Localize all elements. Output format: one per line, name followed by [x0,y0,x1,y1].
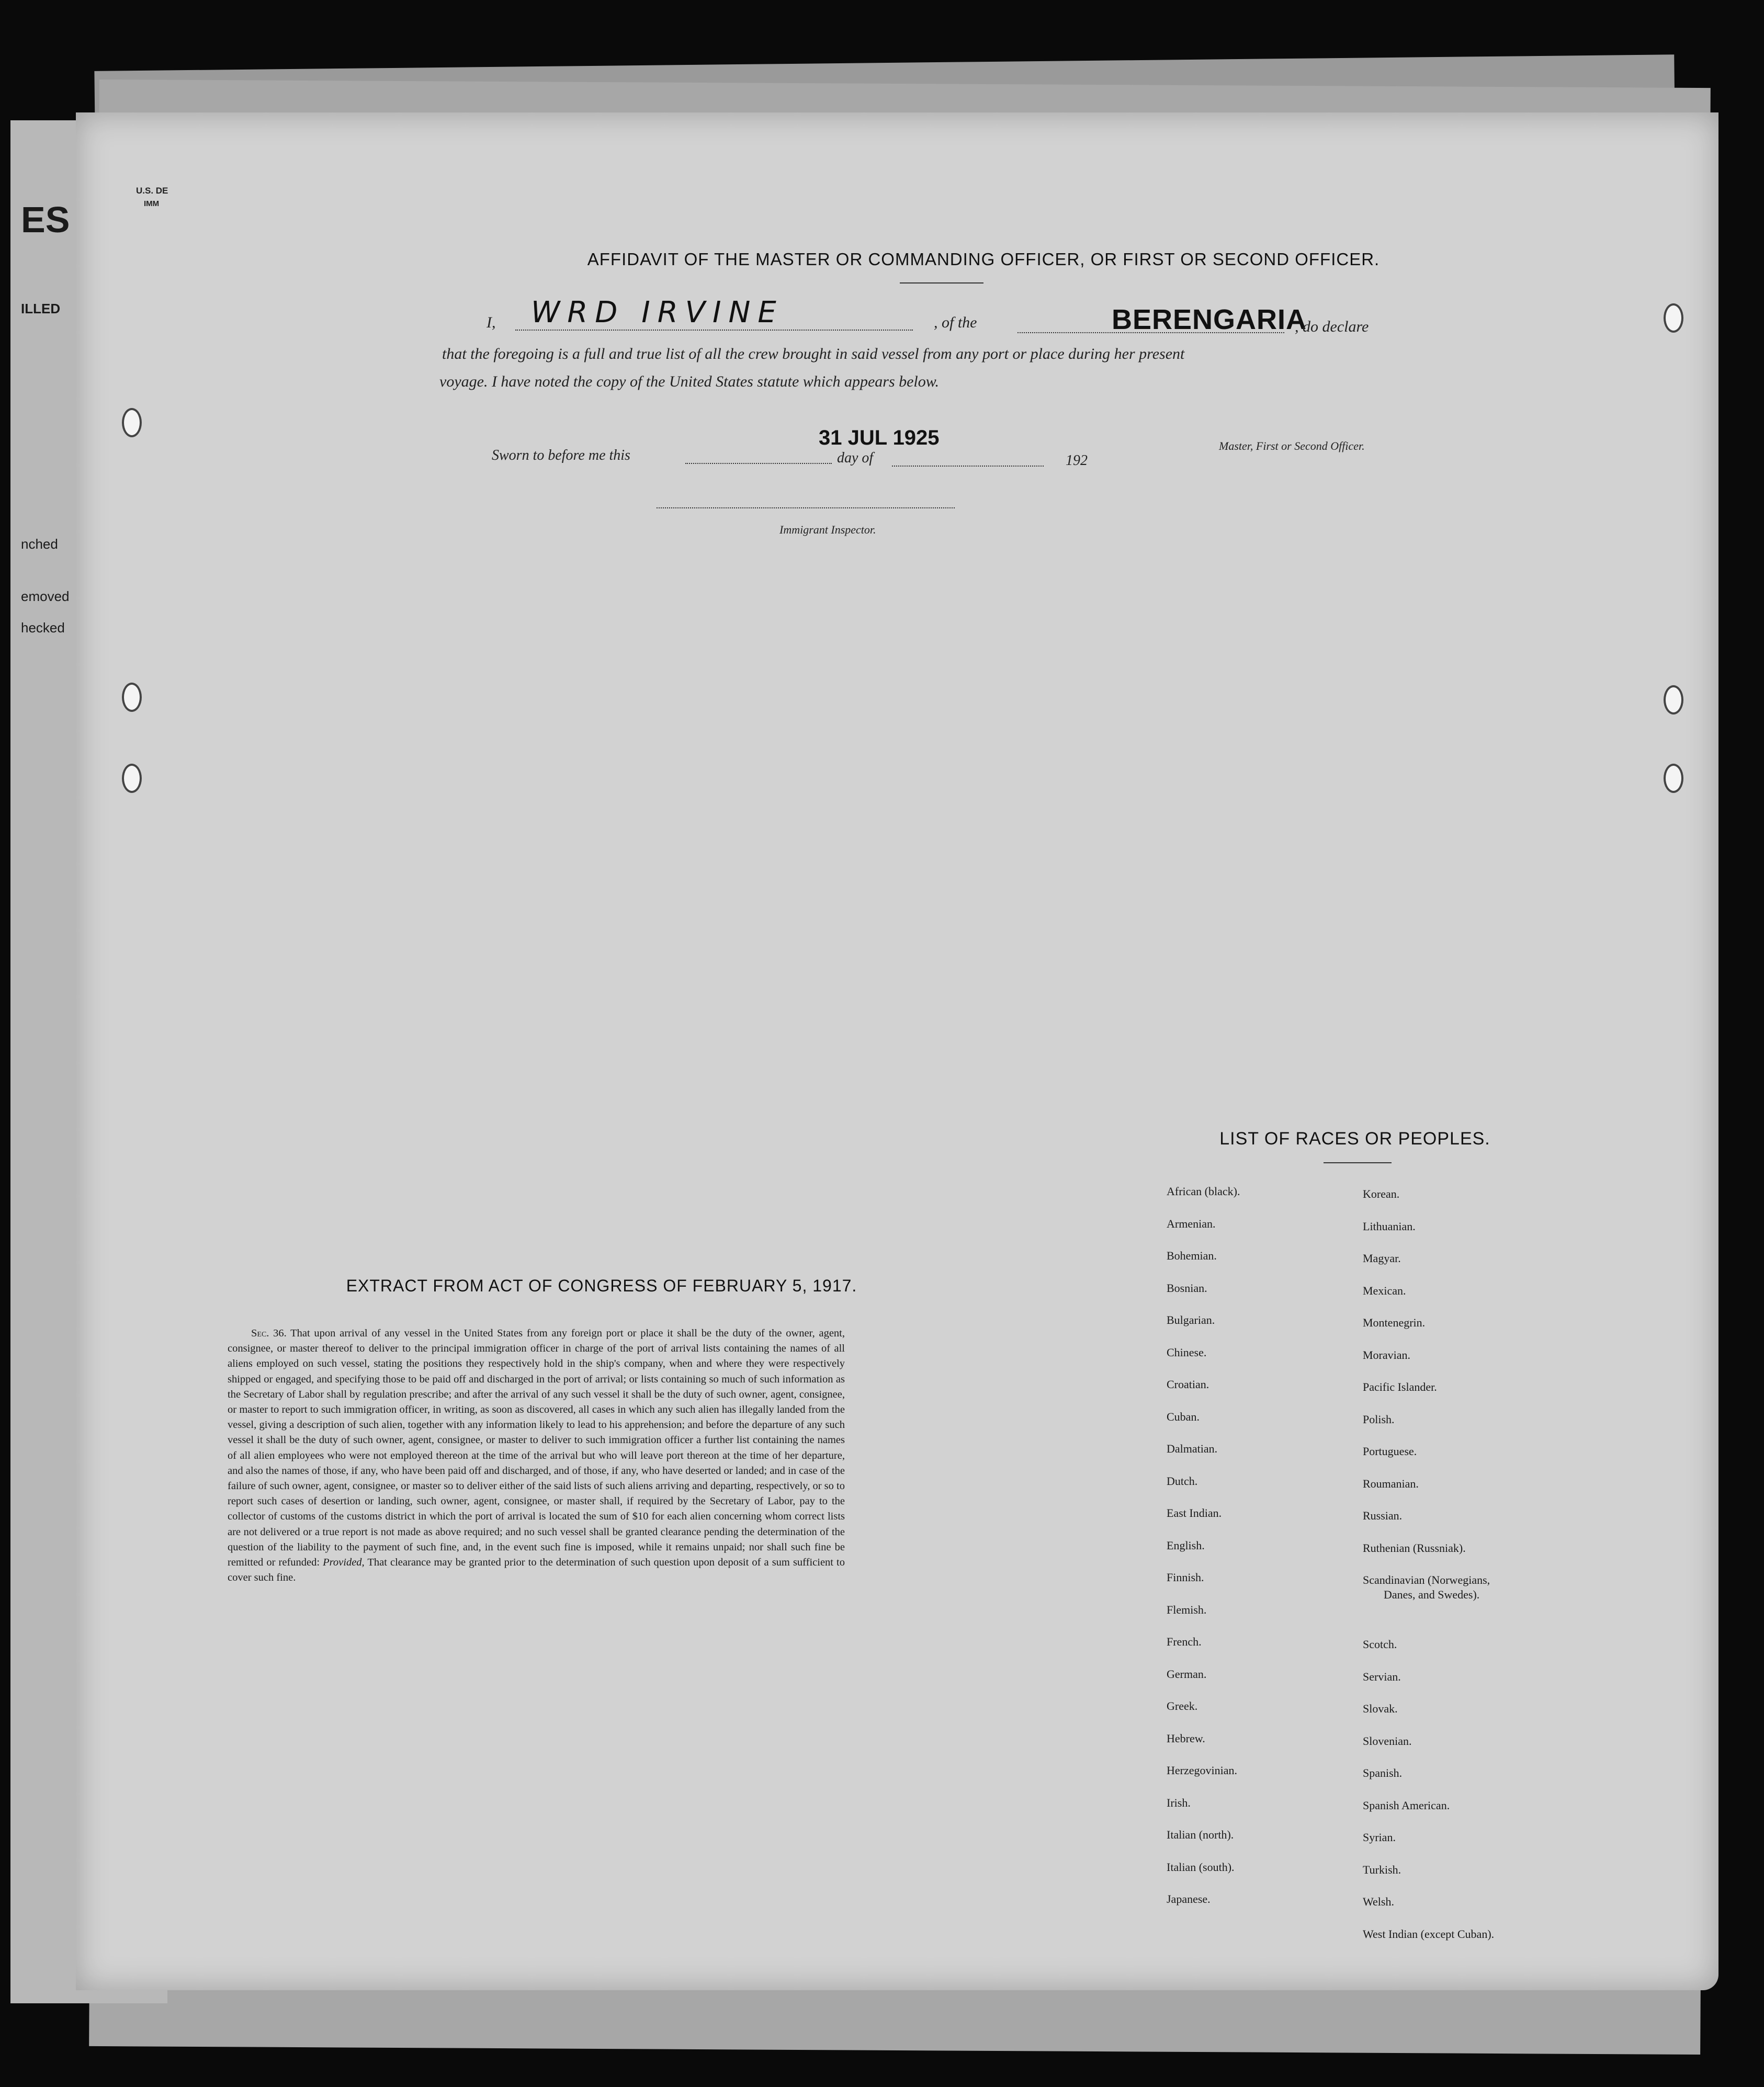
race-item: Ruthenian (Russniak). [1363,1541,1466,1555]
master-signature-label: Master, First or Second Officer. [1219,439,1365,452]
extract-text [228,1326,845,1585]
inspector-line [657,507,955,508]
race-item: Herzegovinian. [1167,1764,1237,1777]
affidavit-i-label: I, [487,314,496,331]
race-item: Flemish. [1167,1603,1207,1616]
name-line [515,330,913,331]
punch-hole [1664,303,1683,333]
race-item: Portuguese. [1363,1445,1417,1458]
race-item: Bulgarian. [1167,1313,1215,1326]
officer-name: WRD IRVINE [531,296,784,330]
race-item: Syrian. [1363,1831,1396,1844]
vessel-line [1017,332,1284,333]
race-item: Chinese. [1167,1345,1207,1359]
affidavit-line-3: voyage. I have noted the copy of the United States statute which appears below. [439,373,940,390]
race-item: Armenian. [1167,1217,1216,1230]
race-item: German. [1167,1667,1207,1681]
race-item: Korean. [1363,1187,1400,1200]
date-stamp: 31 JUL 1925 [819,426,940,449]
race-item: Spanish. [1363,1766,1403,1779]
provided-label: Provided, [323,1557,365,1569]
inspector-label: Immigrant Inspector. [779,523,876,536]
race-item: West Indian (except Cuban). [1363,1927,1495,1941]
race-item: Cuban. [1167,1410,1200,1423]
do-declare-label: , do declare [1295,318,1369,335]
stub-text: hecked [21,620,65,636]
race-item: Spanish American. [1363,1798,1450,1812]
stub-text: emoved [21,588,70,604]
race-item: Polish. [1363,1412,1395,1426]
stub-text: ES [21,199,70,240]
extract-body-end: That clearance may be granted prior to the determination of such question upon deposit of a sum sufficient to cover such fine. [228,1557,845,1584]
day-of-label: day of [837,450,874,466]
agency-header: IMM [144,199,160,208]
punch-hole [122,683,142,712]
punch-hole [1664,764,1683,793]
race-item: Greek. [1167,1699,1198,1712]
race-item: Japanese. [1167,1892,1211,1905]
document-sheet [76,112,1718,1990]
race-item: Magyar. [1363,1252,1401,1265]
stub-text: ILLED [21,301,61,316]
races-title: LIST OF RACES OR PEOPLES. [1219,1129,1490,1149]
race-item: English. [1167,1538,1205,1552]
sworn-line [685,463,832,464]
race-item: Dalmatian. [1167,1442,1218,1455]
race-item: Hebrew. [1167,1731,1205,1745]
section-label: Sec. 36. [251,1328,287,1339]
race-item: Italian (north). [1167,1828,1234,1841]
race-item: African (black). [1167,1185,1240,1198]
vessel-name: BERENGARIA [1112,304,1307,335]
race-item: Italian (south). [1167,1860,1235,1874]
races-rule [1324,1162,1392,1163]
race-item: Russian. [1363,1509,1403,1522]
extract-body: That upon arrival of any vessel in the United States from any foreign port or place it shall be the duty of the owner, agent, consignee, or master thereof to deliver to the principal immigration officer in charge of the port of arrival lists containing the names of all aliens employed on such vessel, stating the positions they respectively hold in the ship's company, when and where they were respectively shipped or engaged, and specifying those to be paid off and discharged in the port of arrival; or lists containing so much of such information as the Secretary of Labor shall by regulation prescribe; and after the arrival of any such vessel it shall be the duty of such owner, agent, consignee, or master to report to such immigration officer, in writing, as soon as discovered, all cases in which any such alien has illegally landed from the vessel, giving a description of such alien, together with any information likely to lead to his apprehension; and before the departure of any such vessel it shall be the duty of such owner, agent, consignee, or master to deliver to such immigration officer a further list containing the names of all alien employees who were not employed thereon at the time of the arrival but who will leave port thereon at the time of her departure, and also the names of those, if any, who have been paid off and discharged, and of those, if any, who have deserted or landed; and in case of the failure of such owner, agent, consignee, or master so to deliver either of the said lists of such aliens arriving and departing, respectively, or so to report such cases of desertion or landing, such owner, agent, consignee, or master shall, if required by the Secretary of Labor, pay to the collector of customs of the customs district in which the port of arrival is located the sum of $10 for each alien concerning whom correct lists are not delivered or a true report is not made as above required; and no such vessel shall be granted clearance pending the determination of the question of the liability to the payment of such fine, and, in the event such fine is imposed, while it remains unpaid; nor shall such fine be remitted or refunded: [228,1328,845,1569]
race-item: Slovenian. [1363,1734,1412,1748]
title-rule [900,282,983,283]
race-item: Lithuanian. [1363,1219,1416,1233]
race-item: East Indian. [1167,1506,1222,1519]
race-item: Moravian. [1363,1348,1411,1362]
race-item: Irish. [1167,1796,1191,1809]
race-item: Pacific Islander. [1363,1380,1437,1393]
punch-hole [1664,685,1683,714]
race-item: Scandinavian (Norwegians, [1363,1573,1490,1586]
race-item: Slovak. [1363,1702,1398,1715]
year-prefix: 192 [1066,452,1088,469]
stub-text: nched [21,536,58,552]
month-line [892,466,1044,467]
agency-header: U.S. DE [136,186,168,196]
race-item: Bohemian. [1167,1249,1217,1262]
race-item: Finnish. [1167,1571,1204,1584]
sworn-label: Sworn to before me this [492,447,630,463]
of-the-label: , of the [934,314,977,331]
race-item: Roumanian. [1363,1477,1419,1490]
extract-title: EXTRACT FROM ACT OF CONGRESS OF FEBRUARY 5, 1917. [346,1276,857,1295]
race-item: Turkish. [1363,1863,1401,1876]
race-item: Montenegrin. [1363,1316,1426,1329]
race-item: Danes, and Swedes). [1384,1588,1480,1601]
punch-hole [122,408,142,437]
affidavit-title: AFFIDAVIT OF THE MASTER OR COMMANDING OFFICER, OR FIRST OR SECOND OFFICER. [587,249,1380,269]
race-item: Servian. [1363,1670,1401,1683]
race-item: Bosnian. [1167,1281,1207,1295]
affidavit-line-2: that the foregoing is a full and true list of all the crew brought in said vessel from any port or place during her present [442,345,1185,362]
race-item: Scotch. [1363,1638,1397,1651]
punch-hole [122,764,142,793]
race-item: Croatian. [1167,1378,1209,1391]
race-item: Welsh. [1363,1895,1394,1908]
race-item: Mexican. [1363,1284,1406,1297]
race-item: Dutch. [1167,1474,1198,1488]
race-item: French. [1167,1635,1202,1648]
